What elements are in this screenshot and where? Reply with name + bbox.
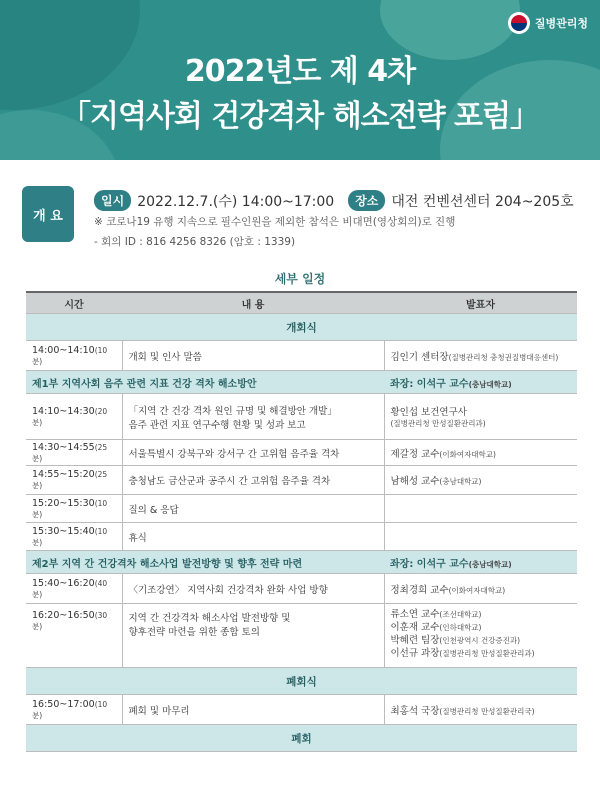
table-row (26, 341, 577, 371)
meeting-id: - 회의 ID : 816 4256 8326 (암호 : 1339) (94, 236, 296, 248)
panelist: 이훈재 교수(인하대학교) (390, 622, 482, 633)
speaker-cell: 최홍석 국장(질병관리청 만성질환관리국) (384, 695, 577, 725)
speaker-cell: 남해성 교수(충남대학교) (384, 466, 577, 495)
time-cell: 15:30~15:40(10분) (26, 523, 122, 551)
header-banner (0, 0, 600, 160)
header-content: 내 용 (122, 292, 384, 314)
part-row (26, 551, 577, 574)
time-cell: 16:20~16:50(30분) (26, 604, 122, 668)
table-row (26, 574, 577, 604)
place-value: 대전 컨벤션센터 204~205호 (391, 193, 574, 210)
date-value: 2022.12.7.(수) 14:00~17:00 (137, 193, 335, 210)
speaker-cell: 김인기 센터장(질병관리청 충청권질병대응센터) (384, 341, 577, 371)
section-closing: 폐회식 (26, 668, 577, 695)
table-row (26, 440, 577, 466)
time-cell: 14:10~14:30(20분) (26, 394, 122, 440)
taegeuk-icon (508, 12, 530, 34)
header-time: 시간 (26, 292, 122, 314)
table-row (26, 394, 577, 440)
part-row (26, 371, 577, 394)
panelist: 이선규 과장(질병관리청 만성질환관리과) (390, 648, 535, 659)
section-opening: 개회식 (26, 314, 577, 341)
table-row (26, 604, 577, 668)
panelist: 류소연 교수(조선대학교) (390, 609, 482, 620)
time-cell: 14:55~15:20(25분) (26, 466, 122, 495)
date-label: 일시 (94, 190, 131, 211)
table-row (26, 523, 577, 551)
overview-label: 개 요 (22, 186, 74, 242)
speaker-cell (384, 495, 577, 523)
overview-datetime-place (94, 190, 574, 211)
panelist: 박혜련 팀장(인천광역시 건강증진과) (390, 635, 521, 646)
speaker-cell (384, 523, 577, 551)
content-cell: 개회 및 인사 말씀 (122, 341, 384, 371)
table-row (26, 466, 577, 495)
schedule-title: 세부 일정 (274, 272, 326, 286)
content-cell: 서울특별시 강북구와 강서구 간 고위험 음주율 격차 (122, 440, 384, 466)
header-speaker: 발표자 (384, 292, 577, 314)
section-row (26, 725, 577, 752)
content-cell: 폐회 및 마무리 (122, 695, 384, 725)
part1-chair: 좌장: 이석구 교수(충남대학교) (384, 371, 577, 394)
part2-chair: 좌장: 이석구 교수(충남대학교) (384, 551, 577, 574)
title-line-1: 2022년도 제 4차 (184, 54, 416, 89)
time-cell: 15:20~15:30(10분) (26, 495, 122, 523)
time-cell: 15:40~16:20(40분) (26, 574, 122, 604)
table-row (26, 695, 577, 725)
overview-note: ※ 코로나19 유행 지속으로 필수인원을 제외한 참석은 비대면(영상회의)로 진행 (94, 216, 456, 228)
content-cell: 「지역 간 건강 격차 원인 규명 및 해결방안 개발」 음주 관련 지표 연구수행 현황 및 성과 보고 (122, 394, 384, 440)
speaker-cell: 황인섭 보건연구사 (질병관리청 만성질환관리과) (384, 394, 577, 440)
content-cell: 〈기조강연〉 지역사회 건강격차 완화 사업 방향 (122, 574, 384, 604)
content-cell: 휴식 (122, 523, 384, 551)
section-end: 폐회 (26, 725, 577, 752)
place-label: 장소 (348, 190, 385, 211)
content-cell: 충청남도 금산군과 공주시 간 고위험 음주율 격차 (122, 466, 384, 495)
schedule-table (26, 291, 577, 752)
speaker-cell: 제갈정 교수(이화여자대학교) (384, 440, 577, 466)
kdca-logo (508, 12, 588, 34)
logo-text: 질병관리청 (534, 17, 588, 30)
content-cell: 지역 간 건강격차 해소사업 발전방향 및 향후전략 마련을 위한 종합 토의 (122, 604, 384, 668)
part2-title: 제2부 지역 간 건강격차 해소사업 발전방향 및 향후 전략 마련 (26, 551, 384, 574)
part1-title: 제1부 지역사회 음주 관련 지표 건강 격차 해소방안 (26, 371, 384, 394)
time-cell: 14:00~14:10(10분) (26, 341, 122, 371)
speaker-cell: 정최경희 교수(이화여자대학교) (384, 574, 577, 604)
content-cell: 질의 & 응답 (122, 495, 384, 523)
speaker-cell (384, 604, 577, 668)
section-row (26, 668, 577, 695)
section-row (26, 314, 577, 341)
time-cell: 14:30~14:55(25분) (26, 440, 122, 466)
title-line-2: 「지역사회 건강격차 해소전략 포럼」 (60, 99, 540, 134)
table-row (26, 495, 577, 523)
time-cell: 16:50~17:00(10분) (26, 695, 122, 725)
table-header-row (26, 292, 577, 314)
